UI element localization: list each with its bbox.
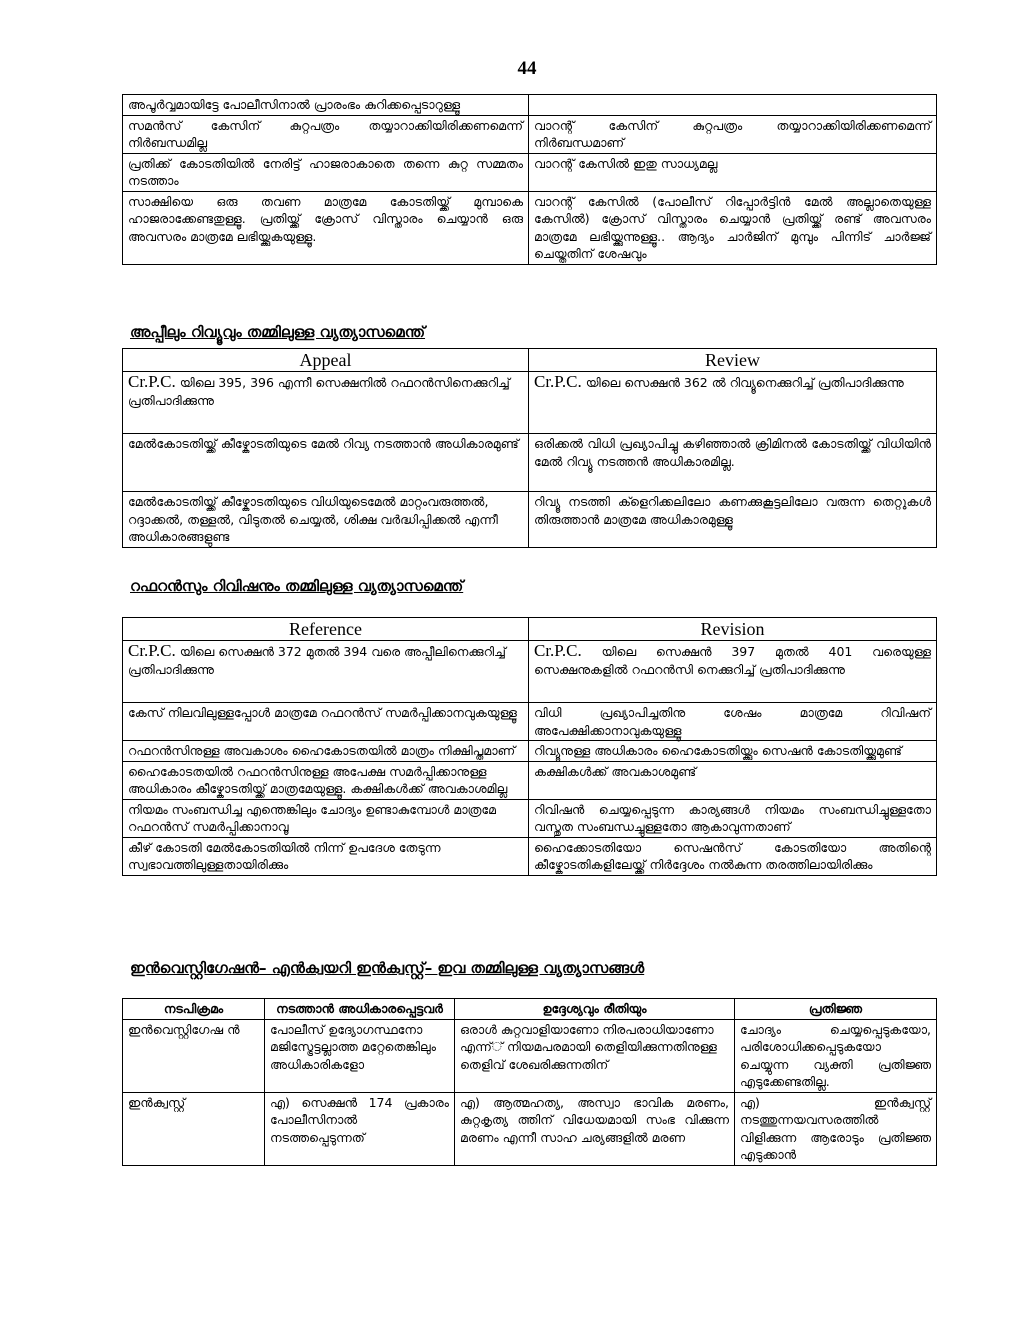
table-row <box>123 799 937 837</box>
table-cell: മേൽകോടതിയ്ക്ക് കീഴ്കോടതിയുടെ വിധിയുടെമേൽ മാറ്റംവരുത്തൽ, റദ്ദാക്കൽ, തള്ളൽ, വിടുതൽ ചെയ്യൽ, ശിക്ഷ വർദ്ധിപ്പിക്കൽ എന്നീ അധികാരങ്ങളുണ്ട <box>123 492 529 548</box>
table-cell <box>529 641 937 703</box>
table-cell: ഹൈക്കോടതിയോ സെഷൻസ് കോടതിയോ അതിന്റെ കീഴ്കോടതികളിലേയ്ക്ക് നിർദ്ദേശം നൽകുന്ന തരത്തിലായിരിക്കും <box>529 837 937 875</box>
table-cell: എ) ഇൻക്വസ്റ്റ് നടത്തുന്നയവസരത്തിൽ വിളിക്കുന്ന ആരോടും പ്രതിജ്ഞ എടുക്കാൻ <box>735 1092 937 1165</box>
table-cell: വിധി പ്രഖ്യാപിച്ചതിനു ശേഷം മാത്രമേ റിവിഷന് അപേക്ഷിക്കാനാവുകയുള്ളൂ <box>529 703 937 741</box>
page-number: 44 <box>517 58 537 79</box>
reference-revision-heading: റഫറൻസും റിവിഷനും തമ്മിലുള്ള വ്യത്യാസമെന്ത് <box>130 577 464 595</box>
table-row <box>123 1092 937 1165</box>
table-row <box>123 492 937 548</box>
table-cell: ചോദ്യം ചെയ്യപ്പെടുകയോ, പരിശോധിക്കപ്പെടുകയോ ചെയ്യുന്ന വ്യക്തി പ്രതിജ്ഞ എടുക്കേണ്ടതില്ല. <box>735 1019 937 1092</box>
reference-header: Reference <box>123 618 529 641</box>
crpc-label: Cr.P.C. <box>534 641 582 660</box>
table-cell: മേൽകോടതിയ്ക്ക് കീഴ്കോടതിയുടെ മേൽ റിവ്യ നടത്താൻ അധികാരമുണ്ട് <box>123 434 529 492</box>
table-row <box>123 153 937 191</box>
appeal-review-table <box>122 348 937 548</box>
table-row <box>123 434 937 492</box>
table-cell <box>529 372 937 434</box>
table-cell: കക്ഷികൾക്ക് അവകാശമുണ്ട് <box>529 761 937 799</box>
crpc-label: Cr.P.C. <box>128 372 176 391</box>
table-row <box>123 703 937 741</box>
table-cell: വാറന്റ് കേസിൽ (പോലീസ് റിപ്പോർട്ടിൻ മേൽ അല്ലാതെയുള്ള കേസിൽ) ക്രോസ് വിസ്താരം ചെയ്യാൻ പ്രതിയ്ക്ക് രണ്ട് അവസരം മാത്രമേ ലഭിയ്ക്കുന്നുള്ളൂ.. ആദ്യം ചാർജിന് മുമ്പും പിന്നിട് ചാർജ്ജ് ചെയ്തതിന് ശേഷവും <box>529 191 937 264</box>
table-cell: കീഴ് കോടതി മേൽകോടതിയിൽ നിന്ന് ഉപദേശ തേടുന്ന സ്വഭാവത്തിലുള്ളതായിരിക്കും <box>123 837 529 875</box>
summons-warrant-table <box>122 94 937 265</box>
crpc-label: Cr.P.C. <box>128 641 176 660</box>
table-cell <box>123 372 529 434</box>
table-cell: ഇൻക്വസ്റ്റ് <box>123 1092 265 1165</box>
investigation-inquest-heading: ഇൻവെസ്റ്റിഗേഷൻ– എൻക്വയറി ഇൻക്വസ്റ്റ്– ഇവ തമ്മിലുള്ള വ്യത്യാസങ്ങൾ <box>130 959 645 977</box>
table-cell <box>123 641 529 703</box>
table-cell: വാറന്റ് കേസിന് കുറ്റപത്രം തയ്യാറാക്കിയിരിക്കണമെന്ന് നിർബന്ധമാണ് <box>529 115 937 153</box>
table-cell: അപൂർവ്വമായിട്ടേ പോലീസിനാൽ പ്രാരംഭം കുറിക്കപ്പെടാറുള്ളൂ <box>123 95 529 116</box>
table-row <box>123 191 937 264</box>
reference-revision-table <box>122 617 937 876</box>
procedure-header: നടപിക്രമം <box>123 999 265 1020</box>
table-cell: സാക്ഷിയെ ഒരു തവണ മാത്രമേ കോടതിയ്ക്ക് മുമ്പാകെ ഹാജരാക്കേണ്ടതുള്ളൂ. പ്രതിയ്ക്ക് ക്രോസ് വിസ്താരം ചെയ്യാൻ ഒരു അവസരം മാത്രമേ ലഭിയ്ക്കുകയുള്ളൂ. <box>123 191 529 264</box>
table-row <box>123 741 937 762</box>
cell-text: യിലെ സെക്ഷൻ 397 മുതൽ 401 വരെയുള്ള സെക്ഷനുകളിൽ റഫറൻസി നെക്കുറിച്ച് പ്രതിപാദിക്കുന്നു <box>534 644 931 677</box>
table-row <box>123 641 937 703</box>
table-row <box>123 837 937 875</box>
table-cell: ഒരാൾ കുറ്റവാളിയാണോ നിരപരാധിയാണോ എന്ന്് നിയമപരമായി തെളിയിക്കുന്നതിനുള്ള തെളിവ് ശേഖരിക്കുന്നതിന് <box>455 1019 735 1092</box>
table-cell: നിയമം സംബന്ധിച്ച എന്തെങ്കിലും ചോദ്യം ഉണ്ടാകുമ്പോൾ മാത്രമേ റഫറൻസ് സമർപ്പിക്കാനാവൂ <box>123 799 529 837</box>
cell-text: യിലെ സെക്ഷൻ 362 ൽ റിവ്യൂനെക്കുറിച്ച് പ്രതിപാദിക്കുന്നു <box>581 375 904 390</box>
review-header: Review <box>529 349 937 372</box>
table-cell: റിവ്യൂനുള്ള അധികാരം ഹൈകോടതിയ്ക്കും സെഷൻ കോടതിയ്ക്കുമുണ്ട് <box>529 741 937 762</box>
crpc-label: Cr.P.C. <box>534 372 582 391</box>
purpose-header: ഉദ്ദേശ്യവും രീതിയും <box>455 999 735 1020</box>
table-cell: കേസ് നിലവിലുള്ളപ്പോൾ മാത്രമേ റഫറൻസ് സമർപ്പിക്കാനവുകയുള്ളൂ <box>123 703 529 741</box>
table-row <box>123 372 937 434</box>
table-cell: പ്രതിക്ക് കോടതിയിൽ നേരിട്ട് ഹാജരാകാതെ തന്നെ കുറ്റ സമ്മതം നടത്താം <box>123 153 529 191</box>
authority-header: നടത്താൻ അധികാരപ്പെട്ടവർ <box>265 999 455 1020</box>
table-cell: റിവിഷൻ ചെയ്യപ്പെടുന്ന കാര്യങ്ങൾ നിയമം സംബന്ധിച്ചുള്ളതോ വസ്തുത സംബന്ധച്ചുള്ളതോ ആകാവുന്നതാണ് <box>529 799 937 837</box>
table-cell: സമൻസ് കേസിന് കുറ്റപത്രം തയ്യാറാക്കിയിരിക്കണമെന്ന് നിർബന്ധമില്ല <box>123 115 529 153</box>
table-cell: ഹൈകോടതയിൽ റഫറൻസിനുള്ള അപേക്ഷ സമർപ്പിക്കാനുള്ള അധികാരം കീഴ്കോടതിയ്ക്ക് മാത്രമേയുള്ളൂ. കക്ഷികൾക്ക് അവകാശമില്ല <box>123 761 529 799</box>
table-header-row <box>123 999 937 1020</box>
table-cell: റഫറൻസിനുള്ള അവകാശം ഹൈകോടതയിൽ മാത്രം നിക്ഷിപ്തമാണ് <box>123 741 529 762</box>
table-row <box>123 115 937 153</box>
table-row <box>123 95 937 116</box>
table-header-row <box>123 618 937 641</box>
oath-header: പ്രതിജ്ഞ <box>735 999 937 1020</box>
appeal-review-heading: അപ്പീലും റിവ്യൂവും തമ്മിലുള്ള വ്യത്യാസമെന്ത് <box>130 323 426 341</box>
table-cell <box>529 95 937 116</box>
table-cell: ഒരിക്കൽ വിധി പ്രഖ്യാപിച്ചു കഴിഞ്ഞാൽ ക്രിമിനൽ കോടതിയ്ക്ക് വിധിയിൻ മേൽ റിവ്യൂ നടത്തൻ അധികാരമില്ല. <box>529 434 937 492</box>
table-cell: പോലീസ് ഉദ്യോഗസ്ഥനോ മജിസ്ട്രേട്ടല്ലാത്ത മറ്റേതെങ്കിലും അധികാരികളോ <box>265 1019 455 1092</box>
table-cell: ഇൻവെസ്റ്റിഗേഷ ൻ <box>123 1019 265 1092</box>
revision-header: Revision <box>529 618 937 641</box>
table-row <box>123 1019 937 1092</box>
table-cell: എ) സെക്ഷൻ 174 പ്രകാരം പോലീസിനാൽ നടത്തപ്പെടുന്നത് <box>265 1092 455 1165</box>
appeal-header: Appeal <box>123 349 529 372</box>
cell-text: യിലെ 395, 396 എന്നീ സെക്ഷനിൽ റഫറൻസിനെക്കുറിച്ച് പ്രതിപാദിക്കുന്നു <box>128 375 510 408</box>
cell-text: യിലെ സെക്ഷൻ 372 മുതൽ 394 വരെ അപ്പീലിനെക്കുറിച്ച് പ്രതിപാദിക്കുന്നു <box>128 644 506 677</box>
table-cell: എ) ആത്മഹത്യ, അസ്വാ ഭാവിക മരണം, കുറ്റകൃത്യ ത്തിന് വിധേയമായി സംഭ വിക്കുന്ന മരണം എന്നീ സാഹ ചര്യങ്ങളിൽ മരണ <box>455 1092 735 1165</box>
table-cell: വാറന്റ് കേസിൽ ഇതു സാധ്യമല്ല <box>529 153 937 191</box>
table-row <box>123 761 937 799</box>
table-cell: റിവ്യൂ നടത്തി ക്ളെറിക്കലിലോ കണക്കുകൂട്ടലിലോ വരുന്ന തെറ്റുകൾ തിരുത്താൻ മാത്രമേ അധികാരമുള്ളൂ <box>529 492 937 548</box>
table-header-row <box>123 349 937 372</box>
investigation-inquest-table <box>122 998 937 1166</box>
